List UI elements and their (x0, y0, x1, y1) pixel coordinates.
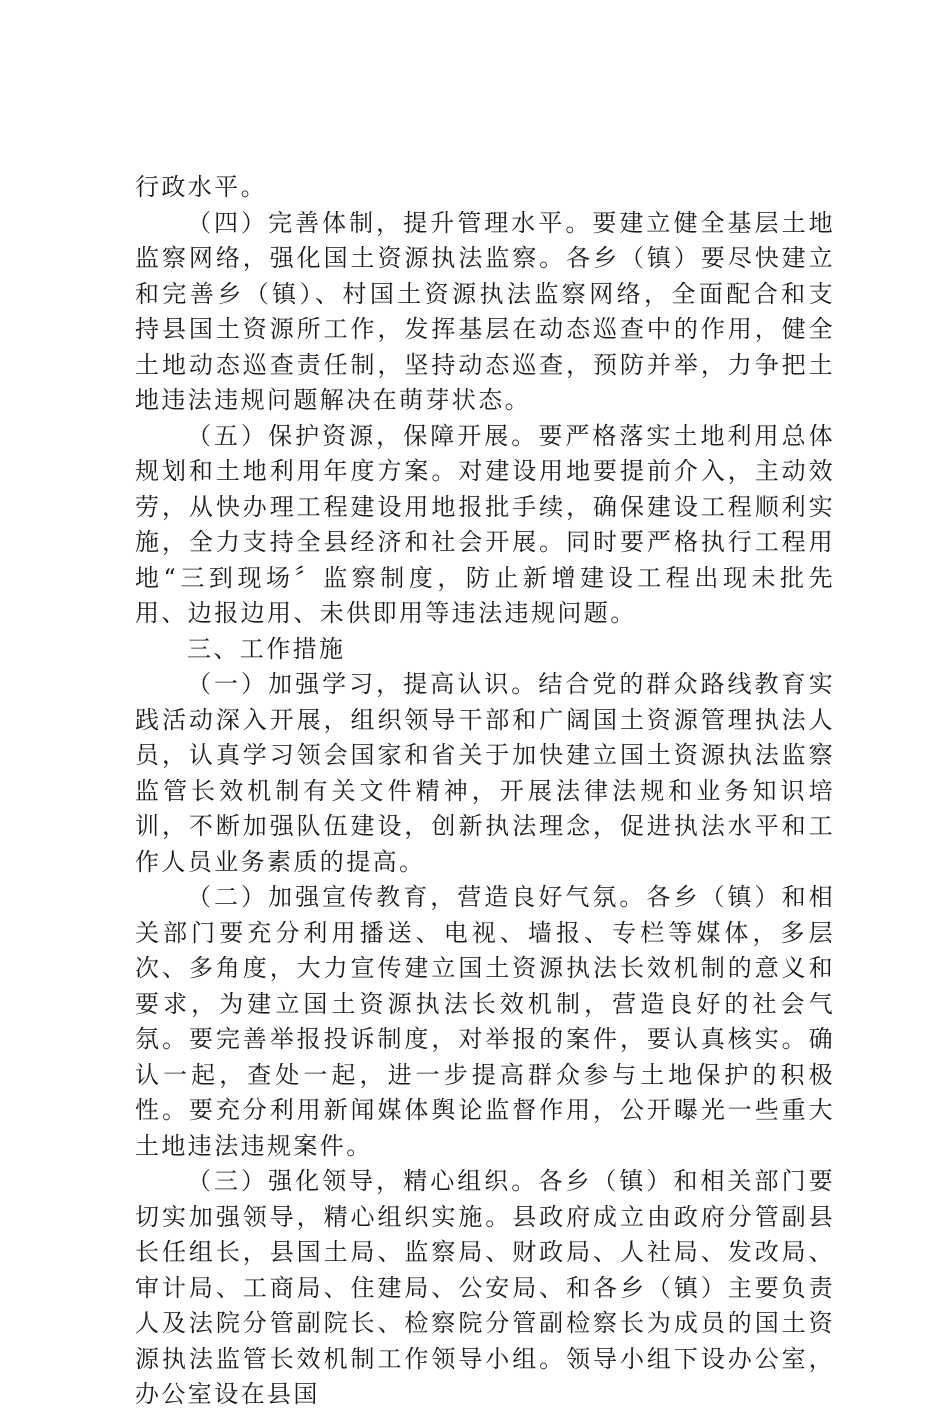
paragraph-continuation: 行政水平。 (135, 173, 267, 201)
paragraph-measure-2: （二）加强宣传教育，营造良好气氛。各乡（镇）和相关部门要充分利用播送、电视、墙报、专栏等媒体，多层次、多角度，大力宣传建立国土资源执法长效机制的意义和要求，为建立国土资源执法长效机制，营造良好的社会气氛。要完善举报投诉制度，对举报的案件，要认真核实。确认一起，查处一起，进一步提高群众参与土地保护的积极性。要充分利用新闻媒体舆论监督作用，公开曝光一些重大土地违法违规案件。 (135, 883, 835, 1160)
paragraph-measure-1: （一）加强学习，提高认识。结合党的群众路线教育实践活动深入开展，组织领导干部和广阔国土资源管理执法人员，认真学习领会国家和省关于加快建立国土资源执法监察监管长效机制有关文件精神，开展法律法规和业务知识培训，不断加强队伍建设，创新执法理念，促进执法水平和工作人员业务素质的提高。 (135, 670, 835, 876)
paragraph-section-4: （四）完善体制，提升管理水平。要建立健全基层土地监察网络，强化国土资源执法监察。各乡（镇）要尽快建立和完善乡（镇）、村国土资源执法监察网络，全面配合和支持县国土资源所工作，发挥基层在动态巡查中的作用，健全土地动态巡查责任制，坚持动态巡查，预防并举，力争把土地违法违规问题解决在萌芽状态。 (135, 208, 835, 414)
paragraph-measure-3: （三）强化领导，精心组织。各乡（镇）和相关部门要切实加强领导，精心组织实施。县政府成立由政府分管副县长任组长，县国土局、监察局、财政局、人社局、发改局、审计局、工商局、住建局、公安局、和各乡（镇）主要负责人及法院分管副院长、检察院分管副检察长为成员的国土资源执法监管长效机制工作领导小组。领导小组下设办公室，办公室设在县国 (135, 1167, 835, 1408)
paragraph-section-5: （五）保护资源，保障开展。要严格落实土地利用总体规划和土地利用年度方案。对建设用地要提前介入，主动效劳，从快办理工程建设用地报批手续，确保建设工程顺利实施，全力支持全县经济和社会开展。同时要严格执行工程用地“三到现场〞监察制度，防止新增建设工程出现未批先用、边报边用、未供即用等违法违规问题。 (135, 421, 835, 627)
heading-work-measures: 三、工作措施 (187, 634, 346, 663)
document-body (135, 170, 835, 1413)
